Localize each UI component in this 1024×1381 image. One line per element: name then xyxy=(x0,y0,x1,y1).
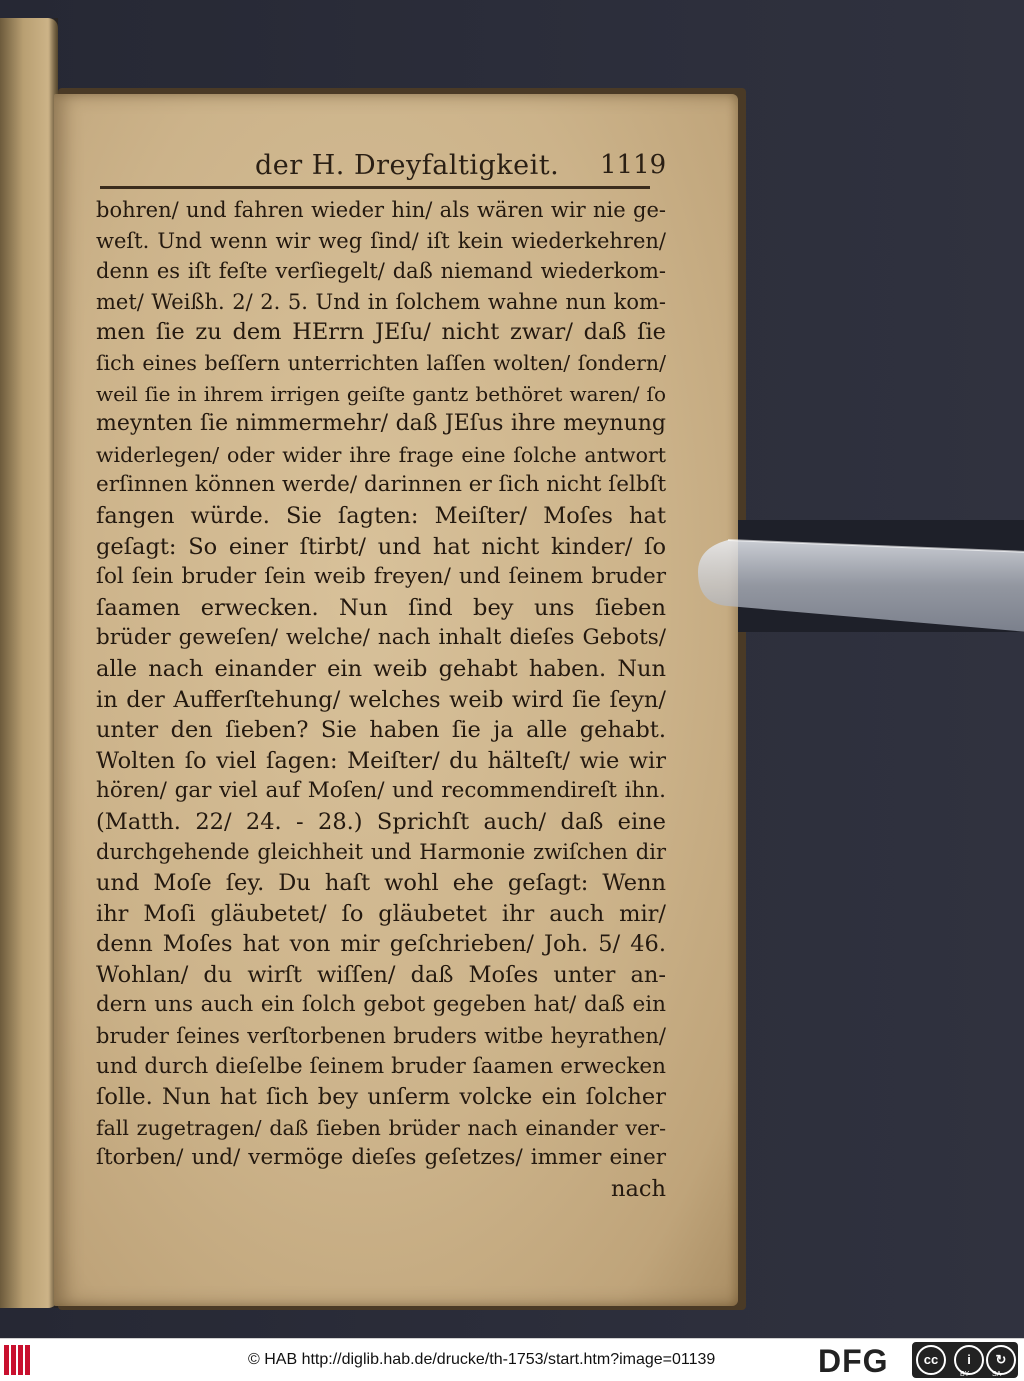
text-line: met/ Weißh. 2/ 2. 5. Und in ſolchem wahne nun kom- xyxy=(96,289,666,314)
text-line: ſol ſein bruder ſein weib freyen/ und ſeinem bruder xyxy=(96,564,666,590)
text-line: bohren/ und fahren wieder hin/ als wären wir nie ge- xyxy=(96,198,666,222)
header-rule xyxy=(100,186,650,189)
text-line: ſaamen erwecken. Nun ſind bey uns ſieben xyxy=(96,594,666,621)
by-label: BY xyxy=(960,1371,970,1378)
text-line: dern uns auch ein ſolch gebot gegeben hat/ daß ein xyxy=(96,992,666,1018)
text-line: denn es iſt feſte verſiegelt/ daß niemand wiederkom- xyxy=(96,259,666,284)
text-line: denn Moſes hat von mir geſchrieben/ Joh. 5/ 46. xyxy=(96,931,666,958)
text-line: in der Aufferſtehung/ welches weib wird ſie ſeyn/ xyxy=(96,686,666,713)
previous-page-edge xyxy=(0,18,58,1308)
text-line: weil ſie in ihrem irrigen geiſte gantz bethöret waren/ ſo xyxy=(96,381,666,406)
dfg-logo: DFG xyxy=(818,1343,889,1379)
running-head: der H. Dreyfaltigkeit. xyxy=(255,150,560,181)
cc-license-badge[interactable] xyxy=(912,1342,1018,1378)
text-line: hören/ gar viel auf Moſen/ und recommendireſt ihn. xyxy=(96,778,666,804)
text-line: alle nach einander ein weib gehabt haben. Nun xyxy=(96,655,666,682)
text-line: ſich eines beſſern unterrichten laſſen wolten/ ſondern/ xyxy=(96,350,666,375)
text-line: erſinnen können werde/ darinnen er ſich nicht ſelbſt xyxy=(96,472,667,498)
page-weight-strip xyxy=(738,520,1024,632)
text-line: fangen würde. Sie ſagten: Meiſter/ Moſes hat xyxy=(96,502,666,529)
text-line: ihr Moſi gläubetet/ ſo gläubetet ihr auch mir/ xyxy=(96,900,666,927)
text-line: men ſie zu dem HErrn JEſu/ nicht zwar/ daß ſie xyxy=(96,319,666,346)
text-line: bruder ſeines verſtorbenen bruders witbe heyrathen/ xyxy=(96,1024,666,1049)
catchword: nach xyxy=(611,1176,666,1202)
text-line: weſt. Und wenn wir weg ſind/ iſt kein wiederkehren/ xyxy=(96,228,666,253)
attribution-icon: i xyxy=(954,1345,984,1375)
copyright-link[interactable]: © HAB http://diglib.hab.de/drucke/th-1753/start.htm?image=01139 xyxy=(248,1351,716,1368)
body-text xyxy=(96,195,666,1205)
text-line: geſagt: So einer ſtirbt/ und hat nicht kinder/ ſo xyxy=(96,533,666,560)
text-line: und durch dieſelbe ſeinem bruder ſaamen erwecken xyxy=(96,1053,666,1079)
text-line: Wolten ſo viel ſagen: Meiſter/ du hälteſt/ wie wir xyxy=(96,747,666,774)
text-line: (Matth. 22/ 24. - 28.) Sprichſt auch/ daß eine xyxy=(96,808,666,835)
text-line: widerlegen/ oder wider ihre frage eine ſolche antwort xyxy=(96,442,666,467)
library-logo-icon xyxy=(4,1345,38,1375)
footer-bar xyxy=(0,1338,1024,1381)
text-line: fall zugetragen/ daß ſieben brüder nach einander ver- xyxy=(96,1115,666,1140)
cc-icon: cc xyxy=(916,1345,946,1375)
text-line: unter den ſieben? Sie haben ſie ja alle gehabt. xyxy=(96,717,666,744)
share-alike-icon: ↻ xyxy=(986,1345,1016,1375)
text-line: ſtorben/ und/ vermöge dieſes geſetzes/ immer einer xyxy=(96,1145,666,1171)
text-line: ſolle. Nun hat ſich bey unſerm volcke ein ſolcher xyxy=(96,1084,666,1111)
text-line: durchgehende gleichheit und Harmonie zwiſchen dir xyxy=(96,840,666,865)
text-line: brüder geweſen/ welche/ nach inhalt dieſes Gebots/ xyxy=(96,625,666,651)
page-number: 1119 xyxy=(600,150,667,180)
text-line: und Moſe ſey. Du haſt wohl ehe geſagt: Wenn xyxy=(96,870,666,897)
text-line: Wohlan/ du wirſt wiſſen/ daß Moſes unter an- xyxy=(96,961,666,988)
sa-label: SA xyxy=(992,1371,1002,1378)
text-line: meynten ſie nimmermehr/ daß JEſus ihre meynung xyxy=(96,411,666,437)
